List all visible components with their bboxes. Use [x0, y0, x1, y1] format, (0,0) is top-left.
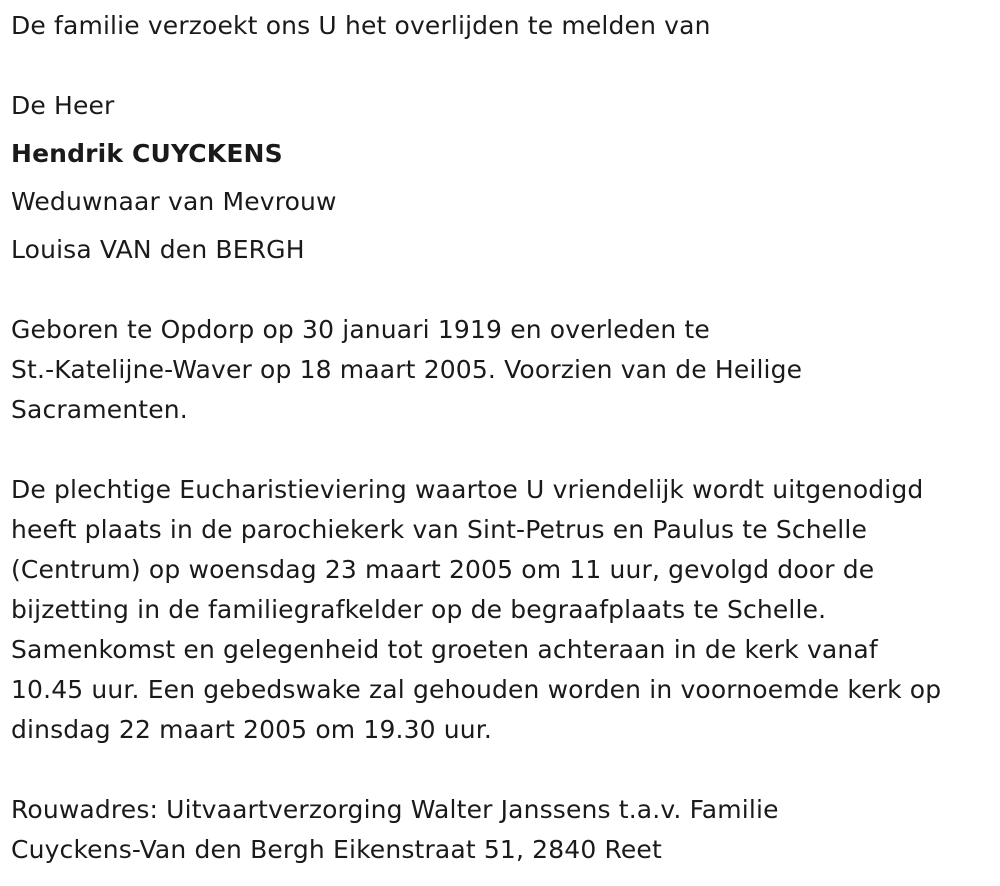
relation-text: Weduwnaar van Mevrouw [11, 187, 337, 216]
birth-death-line: Sacramenten. [11, 395, 188, 424]
address-line: Cuyckens-Van den Bergh Eikenstraat 51, 2840 Reet [11, 835, 662, 864]
address-line: Rouwadres: Uitvaartverzorging Walter Janssens t.a.v. Familie [11, 795, 779, 824]
ceremony-line: bijzetting in de familiegrafkelder op de begraafplaats te Schelle. [11, 595, 827, 624]
ceremony-line: dinsdag 22 maart 2005 om 19.30 uur. [11, 715, 493, 744]
ceremony-line: De plechtige Eucharistieviering waartoe U vriendelijk wordt uitgenodigd [11, 475, 924, 504]
ceremony-line: (Centrum) op woensdag 23 maart 2005 om 11 uur, gevolgd door de [11, 555, 875, 584]
salutation: De Heer [11, 91, 115, 120]
birth-death-line: Geboren te Opdorp op 30 januari 1919 en overleden te [11, 315, 710, 344]
birth-death-line: St.-Katelijne-Waver op 18 maart 2005. Voorzien van de Heilige [11, 355, 803, 384]
ceremony-line: 10.45 uur. Een gebedswake zal gehouden worden in voornoemde kerk op [11, 675, 942, 704]
ceremony-line: heeft plaats in de parochiekerk van Sint-Petrus en Paulus te Schelle [11, 515, 868, 544]
spouse-name: Louisa VAN den BERGH [11, 235, 305, 264]
deceased-name: Hendrik CUYCKENS [11, 139, 283, 168]
ceremony-line: Samenkomst en gelegenheid tot groeten achteraan in de kerk vanaf [11, 635, 878, 664]
intro-text: De familie verzoekt ons U het overlijden te melden van [11, 11, 711, 40]
